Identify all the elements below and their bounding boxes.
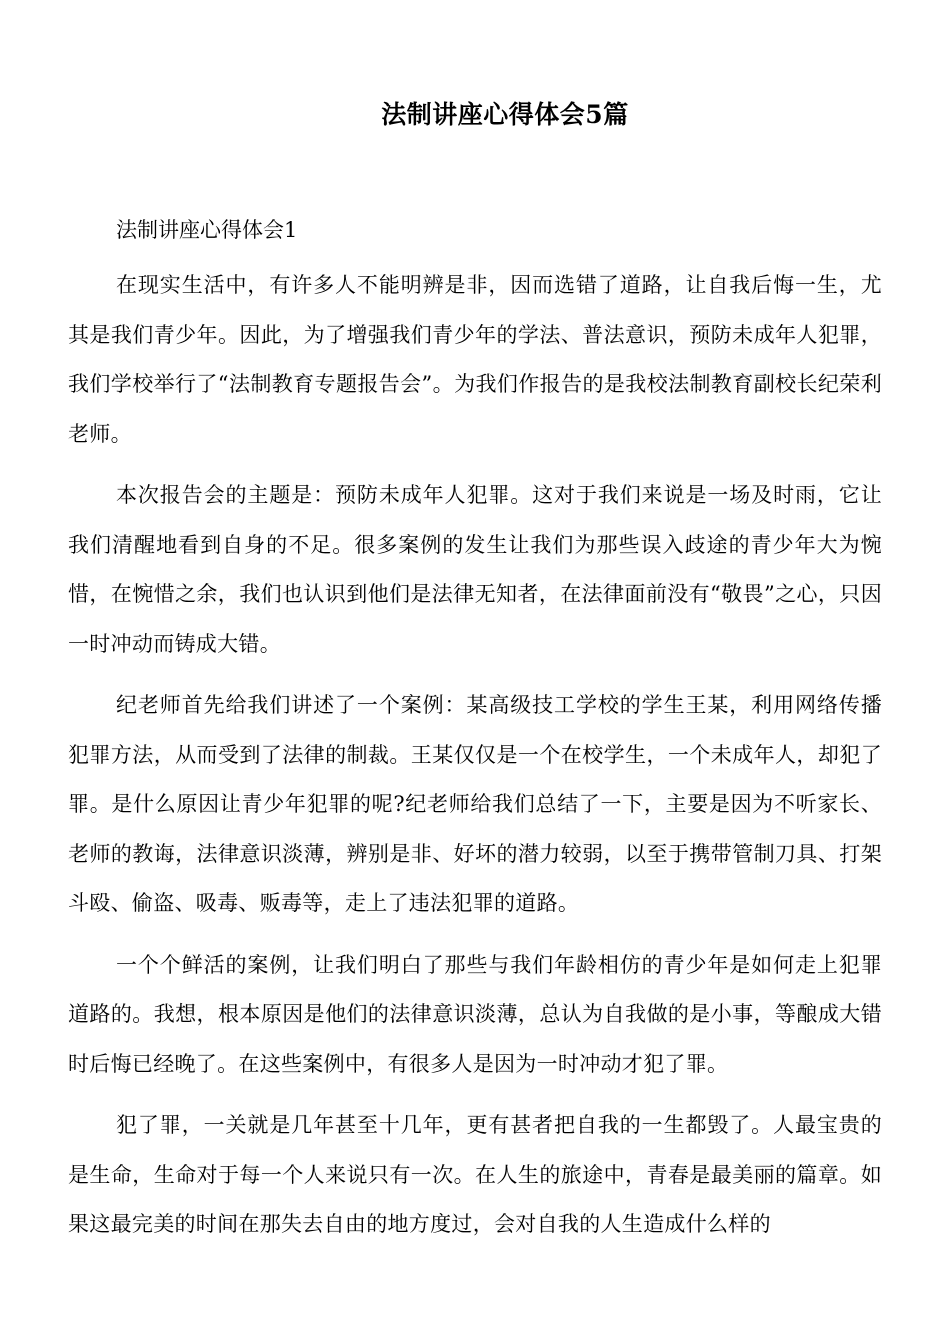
document-title: 法制讲座心得体会5篇	[381, 100, 629, 129]
paragraph-2: 本次报告会的主题是：预防未成年人犯罪。这对于我们来说是一场及时雨，它让我们清醒地看到自身的不足。很多案例的发生让我们为那些误入歧途的青少年大为惋惜，在惋惜之余，我们也认识到他们是法律无知者，在法律面前没有“敬畏”之心，只因一时冲动而铸成大错。	[68, 483, 882, 656]
document-body	[68, 211, 882, 1262]
section-heading: 法制讲座心得体会1	[116, 218, 298, 242]
paragraph-5: 犯了罪，一关就是几年甚至十几年，更有甚者把自我的一生都毁了。人最宝贵的是生命，生命对于每一个人来说只有一次。在人生的旅途中，青春是最美丽的篇章。如果这最完美的时间在那失去自由的地方度过，会对自我的人生造成什么样的	[68, 1113, 882, 1236]
paragraph-4: 一个个鲜活的案例，让我们明白了那些与我们年龄相仿的青少年是如何走上犯罪道路的。我想，根本原因是他们的法律意识淡薄，总认为自我做的是小事，等酿成大错时后悔已经晚了。在这些案例中，有很多人是因为一时冲动才犯了罪。	[68, 952, 882, 1076]
paragraph-3: 纪老师首先给我们讲述了一个案例：某高级技工学校的学生王某，利用网络传播犯罪方法，从而受到了法律的制裁。王某仅仅是一个在校学生，一个未成年人，却犯了罪。是什么原因让青少年犯罪的呢?纪老师给我们总结了一下，主要是因为不听家长、老师的教诲，法律意识淡薄，辨别是非、好坏的潜力较弱，以至于携带管制刀具、打架斗殴、偷盗、吸毒、贩毒等，走上了违法犯罪的道路。	[68, 693, 882, 915]
paragraph-1: 在现实生活中，有许多人不能明辨是非，因而选错了道路，让自我后悔一生，尤其是我们青少年。因此，为了增强我们青少年的学法、普法意识，预防未成年人犯罪，我们学校举行了“法制教育专题报告会”。为我们作报告的是我校法制教育副校长纪荣利老师。	[68, 273, 882, 446]
